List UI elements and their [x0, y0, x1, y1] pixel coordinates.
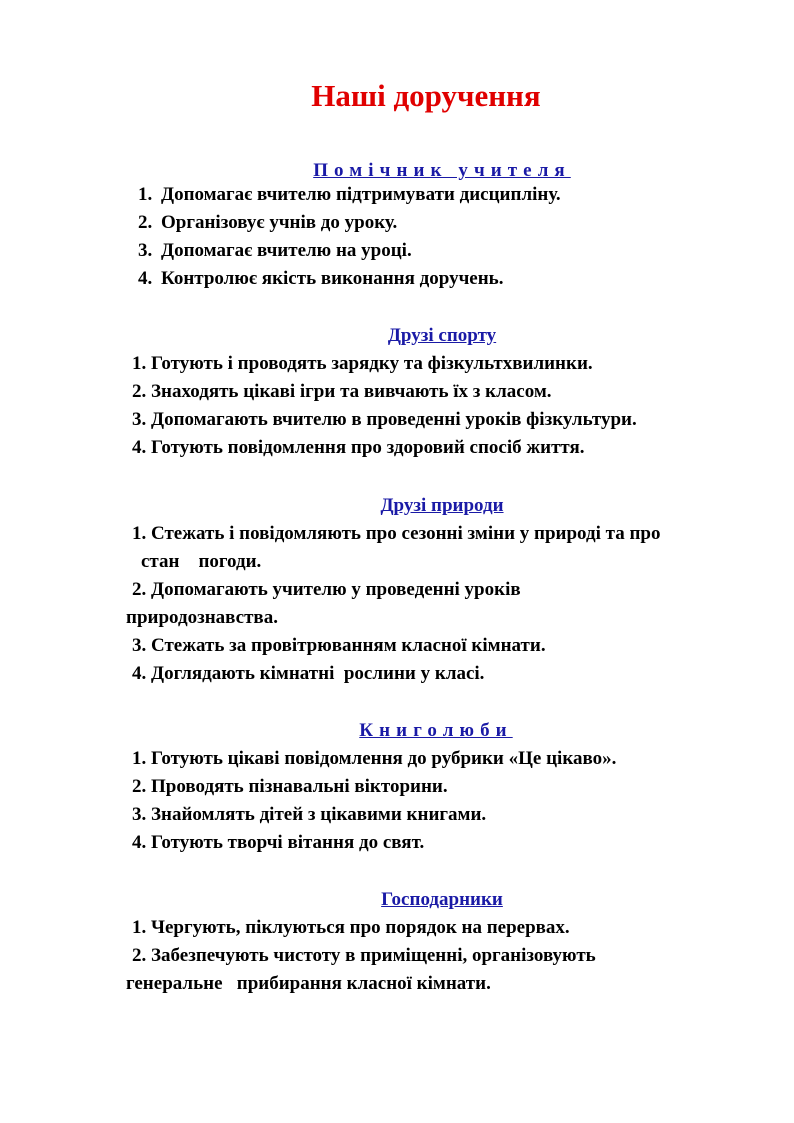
list-item-number: 1.	[138, 184, 153, 205]
list-item	[138, 240, 412, 262]
list-item: 1. Готують цікаві повідомлення до рубрики «Це цікаво».	[132, 748, 617, 769]
section-heading-teacher-helper: Помічник учителя	[313, 160, 571, 181]
list-item	[138, 184, 561, 206]
list-item: 3. Знайомлять дітей з цікавими книгами.	[132, 804, 487, 825]
list-item: 4. Доглядають кімнатні рослини у класі.	[132, 663, 485, 684]
section-heading-housekeepers: Господарники	[381, 889, 503, 910]
list-item-continuation: природознавства.	[126, 607, 278, 628]
list-item: 4. Готують повідомлення про здоровий спосіб життя.	[132, 437, 585, 458]
list-item-text: Організовує учнів до уроку.	[161, 212, 398, 233]
list-item: 2. Допомагають учителю у проведенні уроків	[132, 579, 521, 600]
list-item: 1. Чергують, піклуються про порядок на перервах.	[132, 917, 570, 938]
list-item: 3. Допомагають вчителю в проведенні уроків фізкультури.	[132, 409, 637, 430]
list-item-text: Допомагає вчителю на уроці.	[161, 240, 412, 261]
list-item: 2. Знаходять цікаві ігри та вивчають їх з класом.	[132, 381, 552, 402]
list-item-number: 3.	[138, 240, 153, 261]
section-heading-nature-friends: Друзі природи	[380, 495, 504, 516]
list-item-number: 4.	[138, 268, 153, 289]
page-title: Наші доручення	[311, 78, 541, 113]
list-item: 2. Проводять пізнавальні вікторини.	[132, 776, 448, 797]
list-item-continuation: генеральне прибирання класної кімнати.	[126, 973, 491, 994]
list-item-continuation: стан погоди.	[141, 551, 262, 572]
list-item: 1. Стежать і повідомляють про сезонні зміни у природі та про	[132, 523, 661, 544]
list-item: 4. Готують творчі вітання до свят.	[132, 832, 425, 853]
list-item	[138, 212, 397, 234]
section-heading-sport-friends: Друзі спорту	[387, 325, 497, 346]
list-item: 2. Забезпечують чистоту в приміщенні, організовують	[132, 945, 596, 966]
list-item: 3. Стежать за провітрюванням класної кімнати.	[132, 635, 546, 656]
list-item-text: Контролює якість виконання доручень.	[161, 268, 504, 289]
list-item-text: Допомагає вчителю підтримувати дисципліну.	[161, 184, 561, 205]
list-item-number: 2.	[138, 212, 153, 233]
section-heading-book-lovers: Книголюби	[359, 720, 513, 741]
list-item	[138, 268, 503, 290]
list-item: 1. Готують і проводять зарядку та фізкультхвилинки.	[132, 353, 593, 374]
